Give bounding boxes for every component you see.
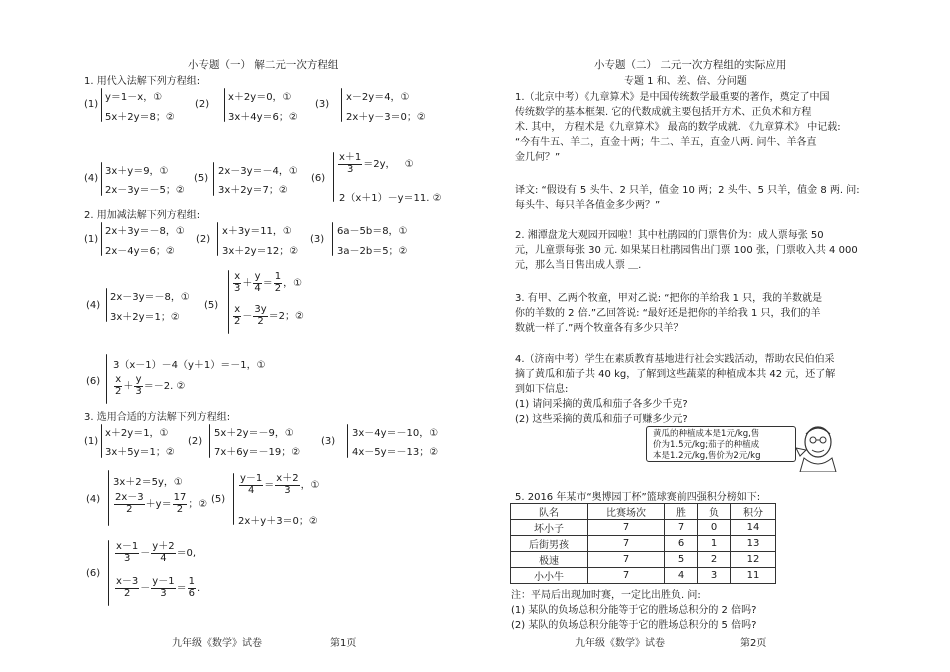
cell: 极速 bbox=[511, 552, 588, 568]
cell: 1 bbox=[698, 536, 731, 552]
s1-item-6-frac-den: 3 bbox=[346, 163, 354, 175]
s3-item-5-label: (5) bbox=[211, 494, 226, 505]
s2-5-f1n: x bbox=[234, 271, 241, 282]
standings-table bbox=[510, 503, 776, 584]
s2-item-4-eq2: 3x＋2y＝1；② bbox=[110, 312, 180, 323]
s2-item-3-brace bbox=[332, 222, 333, 256]
s3-item-5-brace bbox=[233, 473, 234, 525]
cell: 14 bbox=[731, 520, 776, 536]
s3-item-1-eq1: x＋2y＝1，① bbox=[105, 428, 169, 439]
s3-item-3-eq2: 4x－5y＝－13；② bbox=[352, 447, 439, 458]
s2-item-1-brace bbox=[101, 222, 102, 256]
cell: 13 bbox=[731, 536, 776, 552]
s2-item-5-brace bbox=[228, 270, 229, 334]
s3-item-2-brace bbox=[209, 424, 210, 458]
s2-item-2-label: (2) bbox=[196, 234, 211, 245]
s3-6-d2d: 3 bbox=[160, 587, 167, 599]
cell: 0 bbox=[698, 520, 731, 536]
s3-6-c2n: y＋2 bbox=[152, 541, 175, 552]
cell: 2 bbox=[698, 552, 731, 568]
section-1-heading: 1. 用代入法解下列方程组: bbox=[84, 76, 201, 87]
right-page-subtitle: 专题 1 和、差、倍、分问题 bbox=[624, 76, 747, 87]
s1-item-1-label: (1) bbox=[84, 99, 99, 110]
s3-item-2-label: (2) bbox=[188, 436, 203, 447]
table-row bbox=[511, 536, 776, 552]
problem-1-line-2: 传统数学的基本框架. 它的代数成就主要包括开方术、正负术和方程 bbox=[515, 107, 812, 118]
s3-4-a2d: 2 bbox=[176, 503, 184, 515]
right-footer-title: 九年级《数学》试卷 bbox=[575, 638, 665, 649]
s3-6-d1d: 2 bbox=[123, 587, 131, 599]
section-3-heading: 3. 选用合适的方法解下列方程组: bbox=[84, 412, 231, 423]
s3-6-minus: － bbox=[140, 548, 151, 559]
s2-6-plus: ＋ bbox=[123, 381, 134, 392]
header-losses: 负 bbox=[698, 504, 731, 520]
cell: 4 bbox=[665, 568, 698, 584]
s1-item-2-eq1: x＋2y＝0，① bbox=[228, 92, 292, 103]
s2-5-c1: ，① bbox=[283, 278, 303, 289]
problem-1-translation-1: 译文: “假设有 5 头牛、2 只羊，值金 10 两；2 头牛、5 只羊，值金 8 两. 问: bbox=[515, 185, 860, 196]
s2-item-4-label: (4) bbox=[86, 300, 101, 311]
s2-item-2-eq2: 3x＋2y＝12；② bbox=[222, 246, 299, 257]
cell: 7 bbox=[588, 536, 665, 552]
cell: 7 bbox=[588, 552, 665, 568]
table-row bbox=[511, 568, 776, 584]
s1-item-6-eq1-rest: ＝2y， bbox=[363, 159, 396, 170]
header-team: 队名 bbox=[511, 504, 588, 520]
s3-6-r1: ＝0, bbox=[176, 548, 197, 559]
cell: 7 bbox=[588, 568, 665, 584]
s2-5-g2n: 3y bbox=[254, 304, 267, 315]
s3-4-c2: ；② bbox=[188, 499, 208, 510]
s2-5-f2d: 4 bbox=[254, 282, 261, 294]
s3-item-5-eq2: 2x＋y＋3＝0；② bbox=[238, 516, 318, 527]
problem-5-heading: 5. 2016 年某市“奥博园丁杯”篮球赛前四强积分榜如下: bbox=[515, 492, 761, 503]
s3-5-c1: ，① bbox=[300, 480, 320, 491]
s3-6-c1n: x－1 bbox=[116, 541, 139, 552]
s1-item-6-eq2: 2（x＋1）－y＝11. ② bbox=[339, 193, 442, 204]
s1-item-6-frac-num: x＋1 bbox=[339, 152, 362, 163]
s3-item-6-brace bbox=[108, 540, 109, 606]
header-wins: 胜 bbox=[665, 504, 698, 520]
s2-item-2-eq1: x＋3y＝11，① bbox=[222, 226, 292, 237]
s3-item-2-eq2: 7x＋6y＝－19；② bbox=[214, 447, 301, 458]
s1-item-3-eq2: 2x＋y－3＝0；② bbox=[346, 112, 426, 123]
s2-5-g1n: x bbox=[234, 304, 241, 315]
question-2: (2) 某队的负场总积分能等于它的胜场总积分的 5 倍吗? bbox=[511, 620, 757, 631]
s2-item-1-eq1: 2x＋3y＝－8，① bbox=[105, 226, 185, 237]
s3-6-r2: . bbox=[196, 583, 201, 594]
s2-5-g1d: 2 bbox=[234, 315, 241, 327]
cell: 11 bbox=[731, 568, 776, 584]
speech-line-2: 价为1.5元/kg;茄子的种植成 bbox=[653, 440, 760, 450]
s2-item-3-label: (3) bbox=[310, 234, 325, 245]
s2-5-f1d: 3 bbox=[234, 282, 241, 294]
s2-6-eq2r: ＝－2. ② bbox=[143, 381, 186, 392]
s3-5-b2n: x＋2 bbox=[276, 473, 299, 484]
s2-item-6-eq1: 3（x－1）－4（y＋1）＝－1，① bbox=[113, 360, 266, 371]
s1-item-4-brace bbox=[101, 162, 102, 196]
s3-item-4-eq2 bbox=[113, 493, 207, 515]
s1-item-3-brace bbox=[341, 88, 342, 122]
speech-bubble bbox=[646, 426, 796, 462]
right-page-title: 小专题（二） 二元一次方程组的实际应用 bbox=[594, 59, 787, 71]
s1-item-2-brace bbox=[224, 88, 225, 122]
cell: 5 bbox=[665, 552, 698, 568]
s1-item-6-brace bbox=[333, 152, 334, 202]
s1-item-6-circle-1: ① bbox=[404, 159, 414, 170]
problem-1-line-5: 金几何？” bbox=[515, 152, 561, 163]
s2-6-h2d: 3 bbox=[135, 385, 142, 397]
s3-6-d1n: x－3 bbox=[116, 576, 139, 587]
s1-item-4-label: (4) bbox=[84, 173, 99, 184]
s1-item-3-label: (3) bbox=[315, 99, 330, 110]
s3-item-4-eq1: 3x＋2＝5y，① bbox=[113, 477, 183, 488]
section-2-heading: 2. 用加减法解下列方程组: bbox=[84, 210, 201, 221]
s2-item-6-label: (6) bbox=[86, 376, 101, 387]
s3-item-1-brace bbox=[101, 424, 102, 458]
s1-item-3-eq1: x－2y＝4，① bbox=[346, 92, 410, 103]
s3-5-b2d: 3 bbox=[284, 484, 291, 496]
speech-line-1: 黄瓜的种植成本是1元/kg,售 bbox=[653, 429, 760, 439]
s2-5-f2n: y bbox=[254, 271, 261, 282]
problem-2-line-3: 元，那么当日售出成人票 ＿. bbox=[515, 260, 642, 271]
s3-item-1-label: (1) bbox=[84, 436, 99, 447]
s3-item-6-eq2 bbox=[114, 577, 200, 599]
s1-item-6-eq1 bbox=[337, 153, 414, 175]
cell: 7 bbox=[588, 520, 665, 536]
s1-item-1-eq2: 5x＋2y＝8；② bbox=[105, 112, 175, 123]
s1-item-4-eq1: 3x＋y＝9，① bbox=[105, 166, 169, 177]
s2-6-h2n: y bbox=[135, 374, 142, 385]
question-1: (1) 某队的负场总积分能等于它的胜场总积分的 2 倍吗? bbox=[511, 605, 757, 616]
s2-item-6-brace bbox=[106, 354, 107, 404]
s3-6-minus2: － bbox=[140, 583, 151, 594]
note-line: 注：平局后出现加时赛，一定比出胜负. 问: bbox=[511, 590, 701, 601]
s2-item-1-eq2: 2x－4y＝6；② bbox=[105, 246, 175, 257]
s1-item-2-label: (2) bbox=[195, 99, 210, 110]
s1-item-6-label: (6) bbox=[311, 173, 326, 184]
cell: 7 bbox=[665, 520, 698, 536]
s3-4-a2n: 17 bbox=[173, 492, 187, 503]
s2-item-6-eq2 bbox=[113, 375, 185, 397]
right-footer-page: 第2页 bbox=[740, 638, 767, 649]
s3-6-d2n: y－1 bbox=[152, 576, 175, 587]
problem-4-question-2: (2) 这些采摘的黄瓜和茄子可赚多少元? bbox=[515, 414, 688, 425]
table-row bbox=[511, 520, 776, 536]
s3-5-eq: ＝ bbox=[264, 480, 275, 491]
s2-5-f3n: 1 bbox=[274, 271, 282, 282]
left-page-title: 小专题（一） 解二元一次方程组 bbox=[188, 59, 339, 71]
s3-4-a1d: 2 bbox=[126, 503, 133, 515]
s2-6-h1n: x bbox=[115, 374, 122, 385]
problem-3-line-1: 3. 有甲、乙两个牧童，甲对乙说: “把你的羊给我 1 只，我的羊数就是 bbox=[515, 293, 823, 304]
s2-item-5-eq1 bbox=[232, 272, 302, 294]
problem-4-line-1: 4.（济南中考）学生在素质教育基地进行社会实践活动，帮助农民伯伯采 bbox=[515, 354, 835, 365]
s2-item-3-eq2: 3a－2b＝5；② bbox=[337, 246, 408, 257]
teacher-illustration bbox=[790, 420, 840, 472]
table-header-row bbox=[511, 504, 776, 520]
s2-5-plus: ＋ bbox=[242, 278, 253, 289]
s3-item-6-label: (6) bbox=[86, 568, 101, 579]
cell: 小小牛 bbox=[511, 568, 588, 584]
s3-item-5-eq1 bbox=[238, 474, 320, 496]
s3-4-plus: ＋y＝ bbox=[145, 499, 172, 510]
s2-6-h1d: 2 bbox=[115, 385, 122, 397]
s3-6-c2d: 4 bbox=[160, 552, 167, 564]
problem-2-line-2: 元，儿童票每张 30 元. 如果某日杜鹃园售出门票 100 张，门票收入共 4 000 bbox=[515, 245, 858, 256]
s2-item-5-label: (5) bbox=[204, 300, 219, 311]
s2-5-eq: ＝ bbox=[262, 278, 273, 289]
s1-item-5-eq2: 3x＋2y＝7；② bbox=[218, 185, 288, 196]
problem-3-line-2: 你的羊数的 2 倍.”乙回答说: “最好还是把你的羊给我 1 只，我们的羊 bbox=[515, 308, 821, 319]
s1-item-5-eq1: 2x－3y＝－4，① bbox=[218, 166, 298, 177]
s3-item-3-label: (3) bbox=[321, 436, 336, 447]
s3-6-eq: ＝ bbox=[176, 583, 187, 594]
problem-1-line-4: “今有牛五、羊二，直金十两；牛二、羊五，直金八两. 问牛、羊各直 bbox=[515, 137, 817, 148]
s3-item-3-eq1: 3x－4y＝－10，① bbox=[352, 428, 439, 439]
s1-item-5-label: (5) bbox=[194, 173, 209, 184]
s3-item-3-brace bbox=[347, 424, 348, 458]
problem-1-line-3: 术. 其中， 方程术是《九章算术》 最高的数学成就. 《九章算术》 中记载: bbox=[515, 122, 841, 133]
cell: 后街男孩 bbox=[511, 536, 588, 552]
s3-item-2-eq1: 5x＋2y＝－9，① bbox=[214, 428, 294, 439]
cell: 坏小子 bbox=[511, 520, 588, 536]
s2-5-eq2r: ＝2；② bbox=[268, 311, 304, 322]
s2-item-2-brace bbox=[217, 222, 218, 256]
s3-5-b1n: y－1 bbox=[240, 473, 263, 484]
problem-4-question-1: (1) 请问采摘的黄瓜和茄子各多少千克? bbox=[515, 399, 688, 410]
s1-item-5-brace bbox=[213, 162, 214, 196]
s2-5-minus: － bbox=[242, 311, 253, 322]
left-footer-title: 九年级《数学》试卷 bbox=[172, 638, 262, 649]
problem-1-translation-2: 每头牛、每只羊各值金多少两？” bbox=[515, 200, 661, 211]
s1-item-4-eq2: 2x－3y＝－5；② bbox=[105, 185, 185, 196]
s3-4-a1n: 2x－3 bbox=[115, 492, 144, 503]
header-points: 积分 bbox=[731, 504, 776, 520]
problem-3-line-3: 数就一样了.”两个牧童各有多少只羊？ bbox=[515, 323, 684, 334]
s3-5-b1d: 4 bbox=[247, 484, 255, 496]
s3-item-6-eq1 bbox=[114, 542, 196, 564]
cell: 3 bbox=[698, 568, 731, 584]
s1-item-1-brace bbox=[101, 88, 102, 122]
s2-item-4-brace bbox=[106, 288, 107, 322]
problem-4-line-2: 摘了黄瓜和茄子共 40 kg，了解到这些蔬菜的种植成本共 42 元，还了解 bbox=[515, 369, 836, 380]
speech-line-3: 本是1.2元/kg,售价为2元/kg bbox=[653, 451, 761, 461]
s2-5-g2d: 2 bbox=[257, 315, 264, 327]
s1-item-1-eq1: y＝1－x，① bbox=[105, 92, 163, 103]
problem-4-line-3: 到如下信息: bbox=[515, 384, 569, 395]
cell: 6 bbox=[665, 536, 698, 552]
s2-item-4-eq1: 2x－3y＝－8，① bbox=[110, 292, 190, 303]
problem-2-line-1: 2. 湘潭盘龙大观园开园啦！其中杜鹃园的门票售价为：成人票每张 50 bbox=[515, 230, 824, 241]
s2-item-5-eq2 bbox=[232, 305, 304, 327]
cell: 12 bbox=[731, 552, 776, 568]
header-games: 比赛场次 bbox=[588, 504, 665, 520]
problem-1-line-1: 1.（北京中考）《九章算术》是中国传统数学最重要的著作，奠定了中国 bbox=[515, 92, 830, 103]
s2-item-1-label: (1) bbox=[84, 234, 99, 245]
s1-item-2-eq2: 3x＋4y＝6；② bbox=[228, 112, 298, 123]
s3-6-d3n: 1 bbox=[188, 576, 195, 587]
s2-5-f3d: 2 bbox=[274, 282, 282, 294]
left-footer-page: 第1页 bbox=[330, 638, 357, 649]
s3-6-c1d: 3 bbox=[123, 552, 131, 564]
table-row bbox=[511, 552, 776, 568]
s3-item-4-brace bbox=[108, 470, 109, 526]
s3-6-d3d: 6 bbox=[188, 587, 195, 599]
s3-item-4-label: (4) bbox=[86, 494, 101, 505]
s2-item-3-eq1: 6a－5b＝8，① bbox=[337, 226, 408, 237]
s3-item-1-eq2: 3x＋5y＝1；② bbox=[105, 447, 175, 458]
